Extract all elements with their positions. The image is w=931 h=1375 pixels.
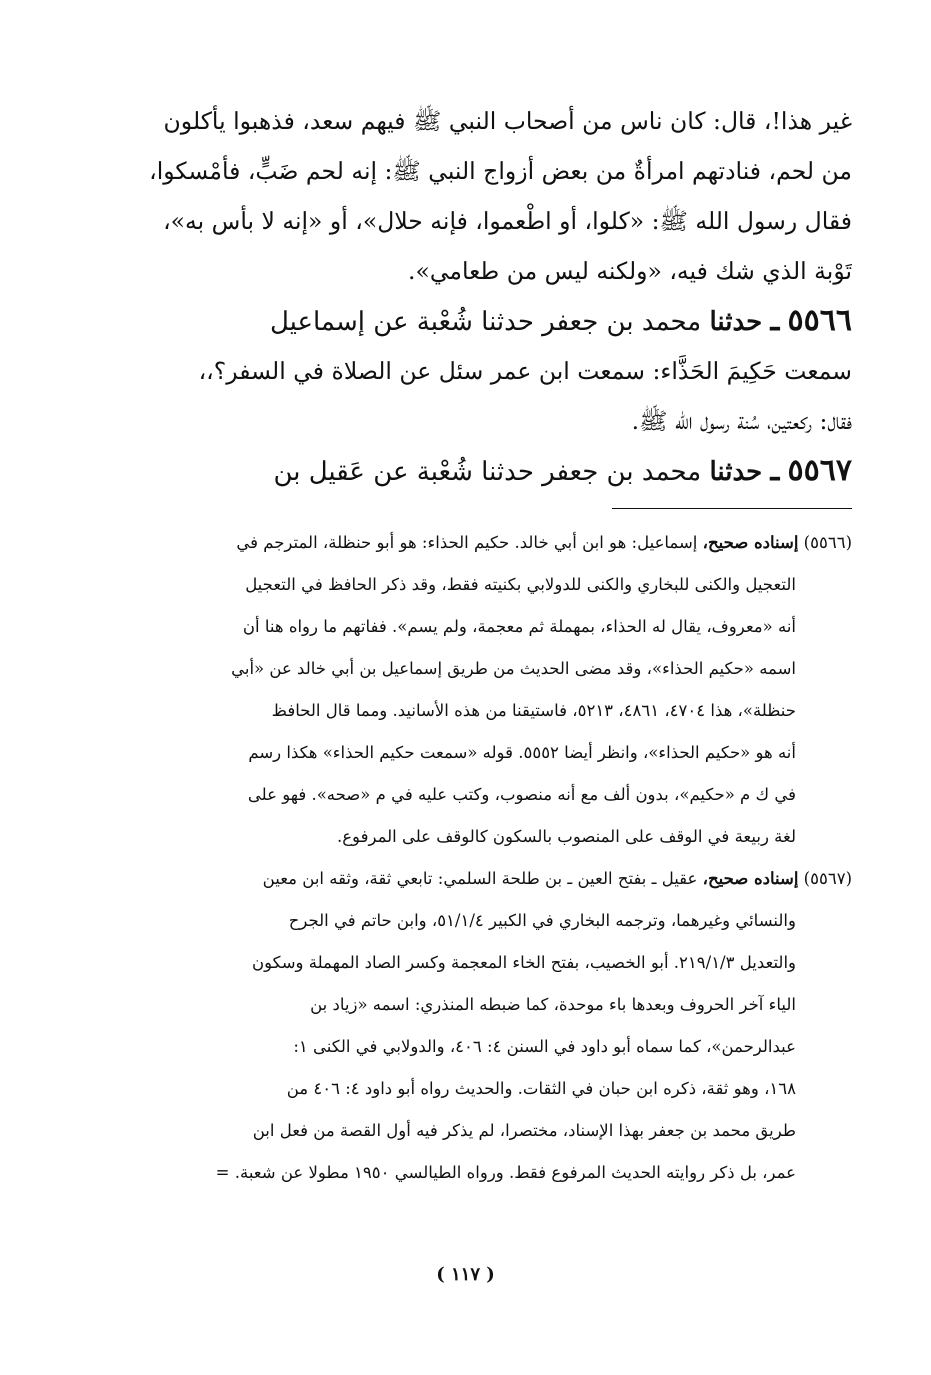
text-line: غير هذا!، قال: كان ناس من أصحاب النبي ﷺ فيهم سعد، فذهبوا يأكلون [163, 107, 852, 135]
footnote-text: عقيل ـ بفتح العين ـ بن طلحة السلمي: تابعي ثقة، وثقه ابن معين [262, 869, 698, 888]
hadith-dash: ـ [770, 453, 780, 488]
hadith-keyword: حدثنا [709, 307, 763, 337]
footnote-line: أنه «معروف، يقال له الحذاء، بمهملة ثم معجمة، ولم يسم». ففاتهم ما رواه هنا أن [242, 617, 796, 636]
main-text [140, 96, 852, 496]
footnote-line: عبدالرحمن»، كما سماه أبو داود في السنن ٤: ٤٠٦، والدولابي في الكنى ١: [293, 1037, 796, 1056]
hadith-5566-heading [140, 296, 852, 346]
footnote-line: اسمه «حكيم الحذاء»، وقد مضى الحديث من طريق إسماعيل بن أبي خالد عن «أبي [231, 659, 796, 678]
footnote-keyword: إسناده صحيح، [702, 533, 799, 552]
footnote-line [140, 858, 852, 900]
footnote-keyword: إسناده صحيح، [702, 869, 799, 888]
text-line: من لحم، فنادتهم امرأةٌ من بعض أزواج النبي ﷺ: إنه لحم ضَبٍّ، فأمْسكوا، [149, 157, 852, 185]
footnote-text: إسماعيل: هو ابن أبي خالد. حكيم الحذاء: هو أبو حنظلة، المترجم في [236, 533, 698, 552]
text-line: فقال: ركعتين، سُنة رسول الله ﷺ. [631, 407, 852, 435]
footnote-line: طريق محمد بن جعفر بهذا الإسناد، مختصرا، لم يذكر فيه أول القصة من فعل ابن [252, 1121, 796, 1140]
footnote-line: عمر، بل ذكر روايته الحديث المرفوع فقط. ورواه الطيالسي ١٩٥٠ مطولا عن شعبة. = [215, 1163, 796, 1182]
hadith-number: ٥٥٦٦ [787, 303, 852, 338]
footnote-line: في ك م «حكيم»، بدون ألف مع أنه منصوب، وكتب عليه في م «صحه». فهو على [247, 785, 796, 804]
page-number: ( ١١٧ ) [436, 1264, 495, 1285]
hadith-keyword: حدثنا [709, 457, 763, 487]
footnote-line: أنه هو «حكيم الحذاء»، وانظر أيضا ٥٥٥٢. قوله «سمعت حكيم الحذاء» هكذا رسم [248, 743, 796, 762]
footnote-number: (٥٥٦٦) [803, 533, 852, 552]
footnote-line: لغة ربيعة في الوقف على المنصوب بالسكون كالوقف على المرفوع. [336, 827, 796, 846]
footnote-line: حنظلة»، هذا ٤٧٠٤، ٤٨٦١، ٥٢١٣، فاستيقنا من هذه الأسانيد. ومما قال الحافظ [271, 701, 796, 720]
footnotes [140, 522, 852, 1194]
text-line: سمعت حَكِيمَ الحَذَّاء: سمعت ابن عمر سئل عن الصلاة في السفر؟،، [198, 357, 852, 385]
text-line: تَوْبة الذي شك فيه، «ولكنه ليس من طعامي». [408, 257, 852, 285]
hadith-dash: ـ [770, 303, 780, 338]
hadith-5567-heading [140, 446, 852, 496]
footnote-line: والتعديل ٢١٩/١/٣. أبو الخصيب، بفتح الخاء المعجمة وكسر الصاد المهملة وسكون [251, 953, 796, 972]
text-line: فقال رسول الله ﷺ: «كلوا، أو اطْعموا، فإنه حلال»، أو «إنه لا بأس به»، [163, 207, 852, 235]
hadith-number: ٥٥٦٧ [787, 453, 852, 488]
hadith-text: محمد بن جعفر حدثنا شُعْبة عن عَقيل بن [273, 457, 702, 487]
footnote-separator [612, 508, 852, 509]
footnote-line: ١٦٨، وهو ثقة، ذكره ابن حبان في الثقات. والحديث رواه أبو داود ٤: ٤٠٦ من [286, 1079, 796, 1098]
footnote-line: والنسائي وغيرهما، وترجمه البخاري في الكبير ٥١/١/٤، وابن حاتم في الجرح [288, 911, 796, 930]
footnote-number: (٥٥٦٧) [803, 869, 852, 888]
footnote-5567 [140, 858, 852, 1194]
footnote-5566 [140, 522, 852, 858]
footnote-line: التعجيل والكنى للبخاري والكنى للدولابي بكنيته فقط، وقد ذكر الحافظ في التعجيل [245, 575, 796, 594]
footnote-line [140, 522, 852, 564]
footnote-line: الياء آخر الحروف وبعدها باء موحدة، كما ضبطه المنذري: اسمه «زياد بن [310, 995, 796, 1014]
hadith-text: محمد بن جعفر حدثنا شُعْبة عن إسماعيل [269, 307, 702, 337]
